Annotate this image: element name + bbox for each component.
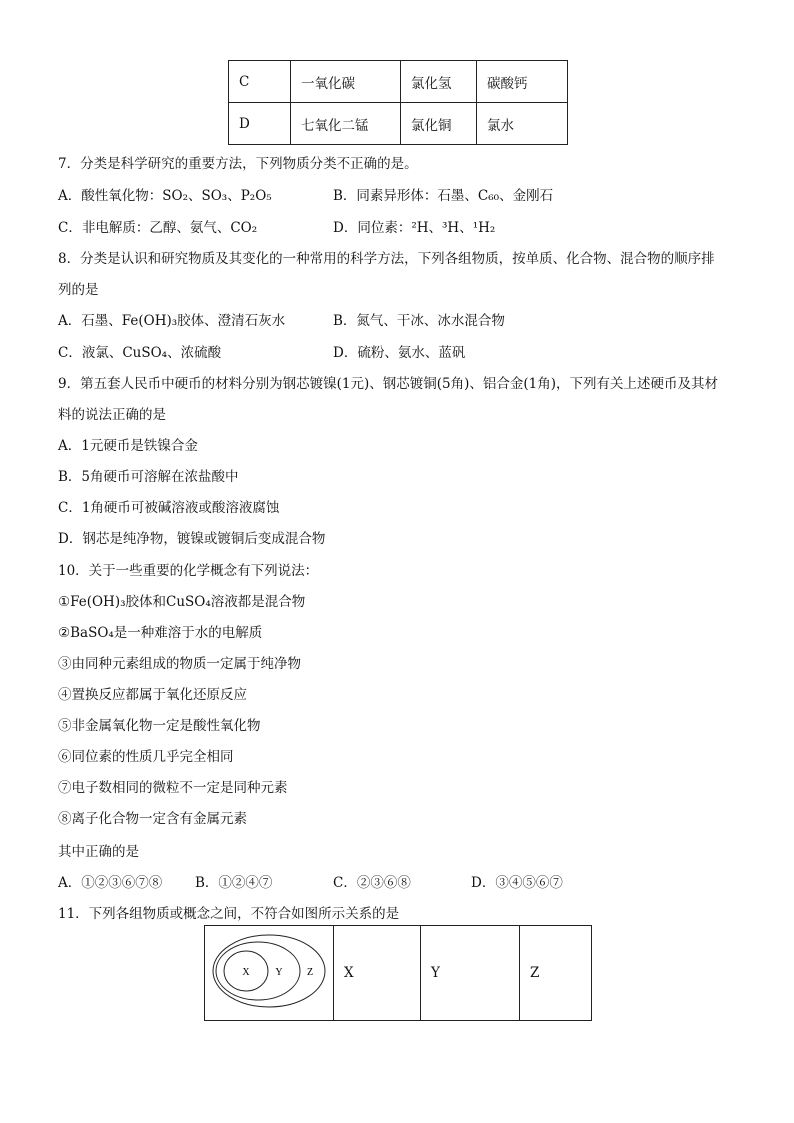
table-row — [229, 103, 568, 145]
set-y-label: Y — [275, 967, 283, 978]
table-header-x: X — [334, 926, 421, 1021]
q11-table — [204, 925, 592, 1021]
q10-option-c: C．②③⑥⑧ — [333, 875, 411, 891]
table-cell: 七氧化二锰 — [291, 103, 401, 145]
q10-statement: ②BaSO₄是一种难溶于水的电解质 — [58, 625, 263, 641]
q7-option-a: A．酸性氧化物：SO₂、SO₃、P₂O₅ — [58, 188, 272, 204]
table-cell: 氯化氢 — [401, 61, 477, 103]
q8-option-b: B．氮气、干冰、冰水混合物 — [333, 313, 505, 329]
q9-option-b: B．5角硬币可溶解在浓盐酸中 — [58, 469, 239, 485]
set-x-label: X — [242, 967, 250, 978]
q10-statement: ①Fe(OH)₃胶体和CuSO₄溶液都是混合物 — [58, 594, 306, 610]
table-cell: 氯化铜 — [401, 103, 477, 145]
q10-statement: ⑦电子数相同的微粒不一定是同种元素 — [58, 780, 288, 796]
q10-option-b: B．①②④⑦ — [195, 875, 273, 891]
nested-sets-diagram — [210, 931, 328, 1011]
table-row — [205, 926, 592, 1021]
q10-option-d: D．③④⑤⑥⑦ — [471, 875, 563, 891]
q10-question: 其中正确的是 — [58, 844, 139, 860]
q9-option-a: A．1元硬币是铁镍合金 — [58, 438, 198, 454]
q9-stem-line1: 9．第五套人民币中硬币的材料分别为钢芯镀镍(1元)、钢芯镀铜(5角)、铝合金(1角)，下列有关上述硬币及其材 — [58, 376, 718, 392]
q10-statement: ③由同种元素组成的物质一定属于纯净物 — [58, 656, 301, 672]
q10-statement: ④置换反应都属于氧化还原反应 — [58, 687, 247, 703]
table-cell: 一氧化碳 — [291, 61, 401, 103]
q8-option-a: A．石墨、Fe(OH)₃胶体、澄清石灰水 — [58, 313, 286, 329]
table-cell: D — [229, 103, 291, 145]
q9-option-c: C．1角硬币可被碱溶液或酸溶液腐蚀 — [58, 500, 280, 516]
q9-option-d: D．钢芯是纯净物，镀镍或镀铜后变成混合物 — [58, 531, 326, 547]
table-cell: 氯水 — [477, 103, 568, 145]
q7-option-d: D．同位素：²H、³H、¹H₂ — [333, 220, 496, 236]
q7-option-c: C．非电解质：乙醇、氨气、CO₂ — [58, 220, 258, 236]
table-row — [229, 61, 568, 103]
set-z-label: Z — [306, 967, 314, 978]
table-cell: 碳酸钙 — [477, 61, 568, 103]
options-table-top — [228, 60, 568, 145]
q9-stem-line2: 料的说法正确的是 — [58, 407, 166, 423]
q10-stem: 10．关于一些重要的化学概念有下列说法： — [58, 563, 319, 579]
table-cell: C — [229, 61, 291, 103]
nested-sets-diagram-cell — [205, 926, 334, 1021]
q7-stem: 7．分类是科学研究的重要方法，下列物质分类不正确的是。 — [58, 156, 418, 172]
q10-statement: ⑤非金属氧化物一定是酸性氧化物 — [58, 718, 261, 734]
q10-statement: ⑥同位素的性质几乎完全相同 — [58, 749, 234, 765]
q10-statement: ⑧离子化合物一定含有金属元素 — [58, 811, 247, 827]
q8-option-d: D．硫粉、氨水、蓝矾 — [333, 345, 466, 361]
q11-stem: 11．下列各组物质或概念之间，不符合如图所示关系的是 — [58, 906, 400, 922]
q10-option-a: A．①②③⑥⑦⑧ — [58, 875, 163, 891]
table-header-y: Y — [421, 926, 520, 1021]
table-header-z: Z — [520, 926, 592, 1021]
set-y-ellipse — [216, 942, 300, 1000]
q8-option-c: C．液氯、CuSO₄、浓硫酸 — [58, 345, 222, 361]
q8-stem-line1: 8．分类是认识和研究物质及其变化的一种常用的科学方法，下列各组物质，按单质、化合物、混合物的顺序排 — [58, 251, 715, 267]
q7-option-b: B．同素异形体：石墨、C₆₀、金刚石 — [333, 188, 554, 204]
q8-stem-line2: 列的是 — [58, 282, 99, 298]
